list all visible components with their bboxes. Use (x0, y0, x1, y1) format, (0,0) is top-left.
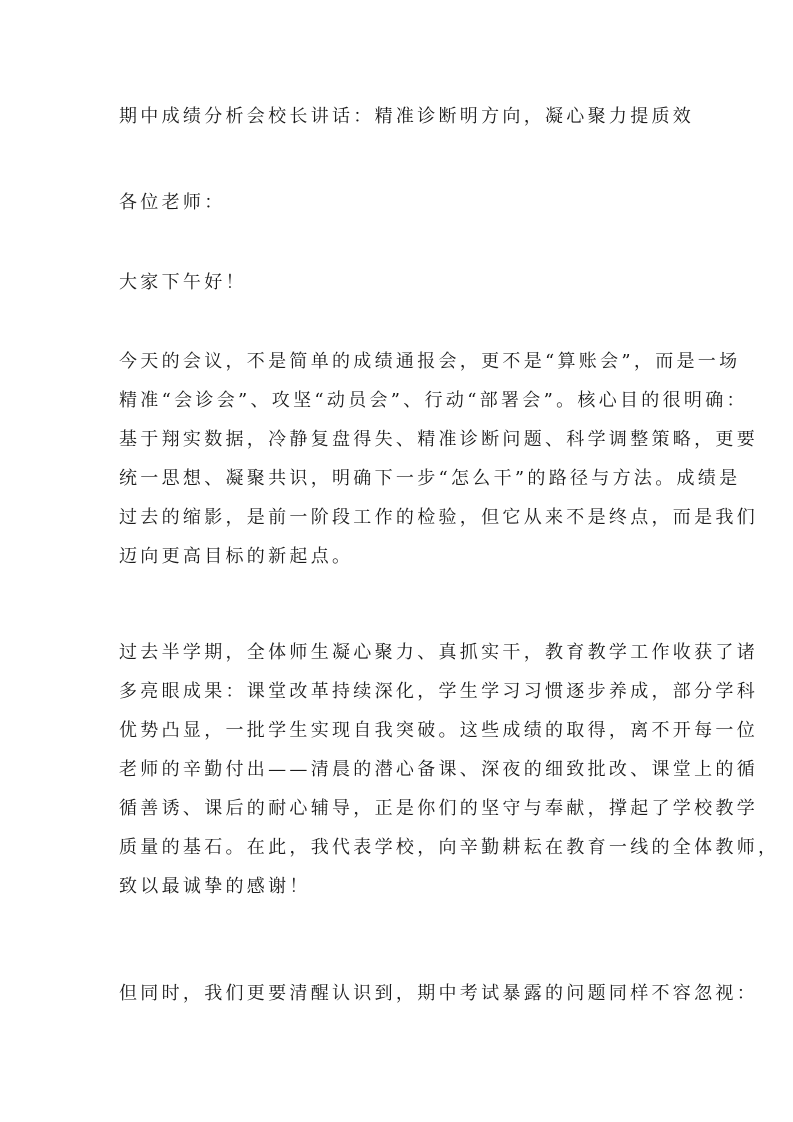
paragraph-line: 精准“会诊会”、攻坚“动员会”、行动“部署会”。核心目的很明确： (119, 390, 748, 411)
paragraph-line: 基于翔实数据，冷静复盘得失、精准诊断问题、科学调整策略，更要 (119, 429, 758, 450)
paragraph-line: 优势凸显，一批学生实现自我突破。这些成绩的取得，离不开每一位 (119, 720, 758, 741)
paragraph-line: 多亮眼成果：课堂改革持续深化，学生学习习惯逐步养成，部分学科 (119, 681, 758, 702)
salutation: 各位老师： (119, 192, 226, 213)
greeting: 大家下午好！ (119, 272, 247, 293)
paragraph-line: 过去的缩影，是前一阶段工作的检验，但它从来不是终点，而是我们 (119, 507, 758, 528)
paragraph-line: 循善诱、课后的耐心辅导，正是你们的坚守与奉献，撑起了学校教学 (119, 798, 758, 819)
paragraph-line: 老师的辛勤付出——清晨的潜心备课、深夜的细致批改、课堂上的循 (119, 759, 758, 780)
paragraph-line: 统一思想、凝聚共识，明确下一步“怎么干”的路径与方法。成绩是 (119, 468, 741, 489)
paragraph-line: 今天的会议，不是简单的成绩通报会，更不是“算账会”，而是一场 (119, 351, 741, 372)
paragraph-line: 但同时，我们更要清醒认识到，期中考试暴露的问题同样不容忽视： (119, 983, 758, 1004)
paragraph-line: 质量的基石。在此，我代表学校，向辛勤耕耘在教育一线的全体教师， (119, 837, 780, 858)
paragraph-line: 迈向更高目标的新起点。 (119, 546, 354, 567)
document-title: 期中成绩分析会校长讲话：精准诊断明方向，凝心聚力提质效 (119, 106, 695, 127)
paragraph-line: 致以最诚挚的感谢！ (119, 876, 311, 897)
paragraph-line: 过去半学期，全体师生凝心聚力、真抓实干，教育教学工作收获了诸 (119, 642, 758, 663)
